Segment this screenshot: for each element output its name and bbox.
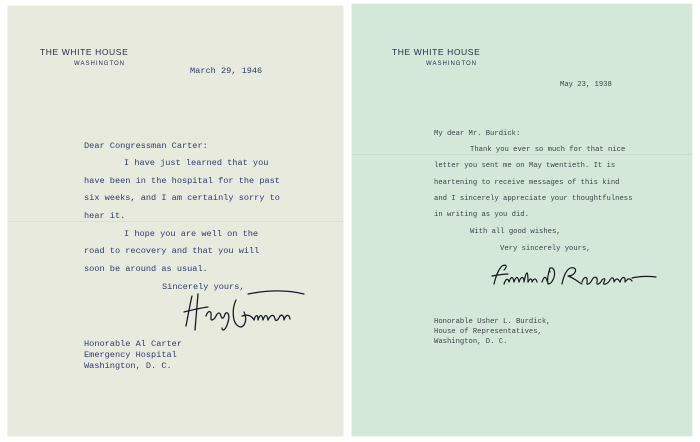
closing-wishes: With all good wishes, (470, 228, 561, 236)
body-line: and I sincerely appreciate your thoughtfulness (434, 195, 633, 203)
truman-letter (8, 6, 343, 436)
salutation: My dear Mr. Burdick: (434, 130, 521, 138)
letter-date: May 23, 1938 (560, 81, 612, 89)
body-line: heartening to receive messages of this kind (434, 179, 620, 187)
salutation: Dear Congressman Carter: (84, 141, 208, 151)
letterhead (392, 46, 480, 70)
body-line: letter you sent me on May twentieth. It is (434, 162, 616, 170)
body-line: I have just learned that you (124, 158, 269, 168)
roosevelt-signature (490, 262, 660, 292)
address-line: Washington, D. C. (84, 361, 172, 371)
body-line: in writing as you did. (434, 211, 529, 219)
body-line: road to recovery and that you will (84, 246, 260, 256)
truman-signature (178, 286, 308, 336)
body-line: have been in the hospital for the past (84, 176, 280, 186)
letterhead-title: THE WHITE HOUSE (40, 47, 129, 57)
body-line: six weeks, and I am certainly sorry to (84, 193, 280, 203)
letterhead-title: THE WHITE HOUSE (392, 47, 481, 57)
address-line: Honorable Usher L. Burdick, (434, 318, 551, 326)
address-line: Honorable Al Carter (84, 339, 182, 349)
letterhead-place: WASHINGTON (426, 61, 478, 67)
body-line: soon be around as usual. (84, 264, 208, 274)
closing: Sincerely yours, (162, 282, 245, 292)
address-line: House of Representatives, (434, 328, 542, 336)
fold-line (8, 221, 343, 222)
address-line: Emergency Hospital (84, 350, 177, 360)
body-line: I hope you are well on the (124, 229, 259, 239)
roosevelt-letter (352, 4, 692, 436)
letterhead (40, 46, 128, 70)
fold-line (352, 154, 692, 155)
letter-date: March 29, 1946 (190, 66, 263, 76)
body-line: Thank you ever so much for that nice (470, 146, 626, 154)
closing: Very sincerely yours, (500, 245, 591, 253)
address-line: Washington, D. C. (434, 338, 508, 346)
letterhead-place: WASHINGTON (74, 61, 126, 67)
body-line: hear it. (84, 211, 126, 221)
